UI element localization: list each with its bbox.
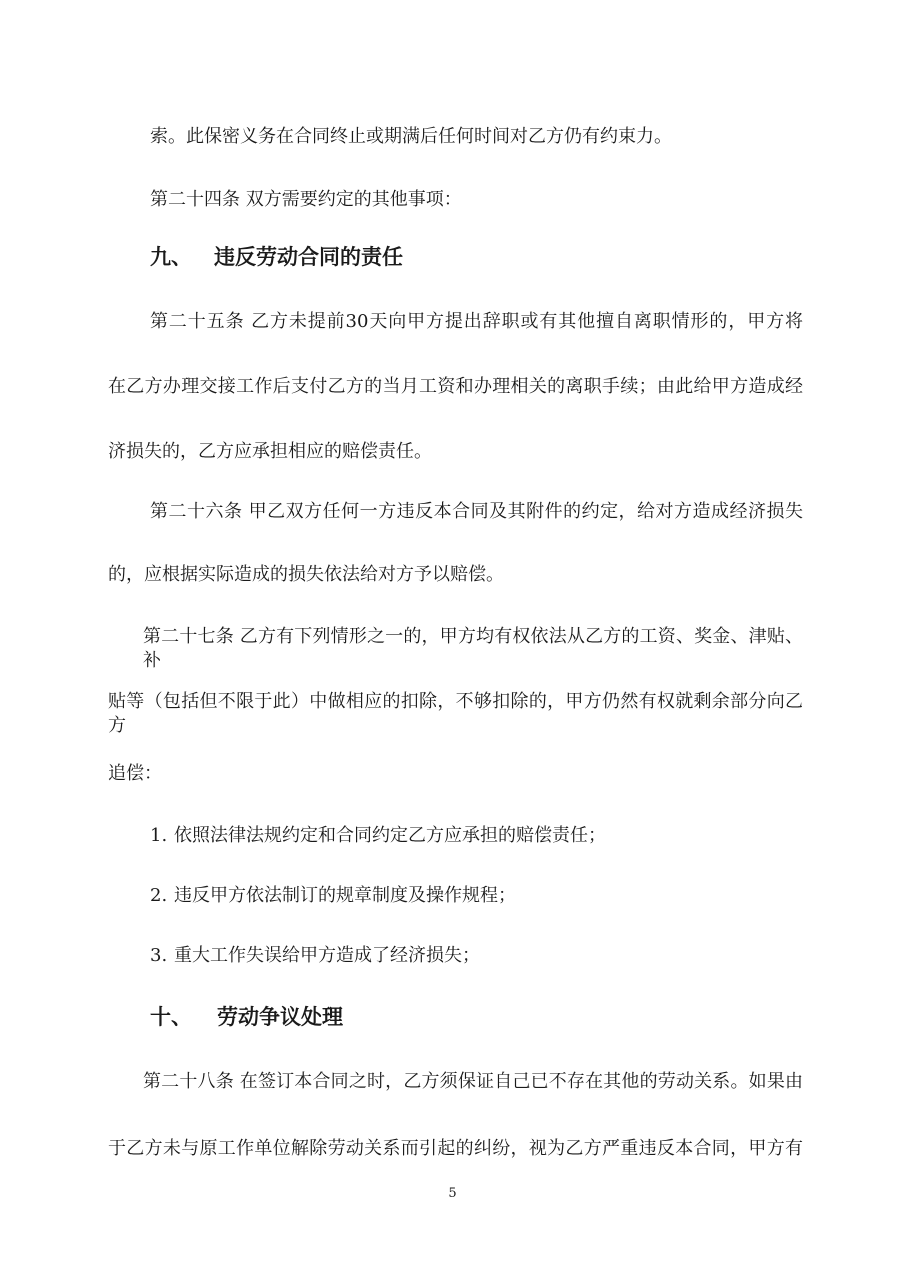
article-27-line-3: 追偿： bbox=[108, 763, 162, 784]
list-item-1 bbox=[150, 824, 606, 848]
article-25-line-3: 济损失的，乙方应承担相应的赔偿责任。 bbox=[108, 441, 432, 462]
list-text: 重大工作失误给甲方造成了经济损失； bbox=[174, 945, 480, 966]
list-text: 依照法律法规约定和合同约定乙方应承担的赔偿责任； bbox=[174, 825, 606, 846]
article-28-line-2: 于乙方未与原工作单位解除劳动关系而引起的纠纷，视为乙方严重违反本合同，甲方有 bbox=[108, 1138, 803, 1159]
article-25-line-1: 第二十五条 乙方未提前30天向甲方提出辞职或有其他擅自离职情形的，甲方将 bbox=[150, 311, 803, 332]
list-number: 3. bbox=[150, 945, 168, 966]
article-25-line-2: 在乙方办理交接工作后支付乙方的当月工资和办理相关的离职手续；由此给甲方造成经 bbox=[108, 376, 803, 397]
article-26-line-1: 第二十六条 甲乙双方任何一方违反本合同及其附件的约定，给对方造成经济损失 bbox=[150, 501, 803, 522]
section-title: 违反劳动合同的责任 bbox=[214, 245, 403, 269]
section-title: 劳动争议处理 bbox=[217, 1005, 343, 1029]
list-number: 1. bbox=[150, 825, 168, 846]
article-27-line-1: 第二十七条 乙方有下列情形之一的，甲方均有权依法从乙方的工资、奖金、津贴、补 bbox=[143, 626, 803, 671]
article-27-line-2: 贴等（包括但不限于此）中做相应的扣除，不够扣除的，甲方仍然有权就剩余部分向乙方 bbox=[108, 691, 803, 736]
list-item-2 bbox=[150, 884, 516, 908]
list-number: 2. bbox=[150, 885, 168, 906]
page-number: 5 bbox=[448, 1186, 457, 1201]
section-heading-10 bbox=[150, 1003, 343, 1031]
article-28-line-1: 第二十八条 在签订本合同之时，乙方须保证自己已不存在其他的劳动关系。如果由 bbox=[143, 1071, 803, 1092]
section-number: 九、 bbox=[150, 245, 192, 269]
list-item-3 bbox=[150, 944, 480, 968]
article-26-line-2: 的，应根据实际造成的损失依法给对方予以赔偿。 bbox=[108, 564, 504, 585]
list-text: 违反甲方依法制订的规章制度及操作规程； bbox=[174, 885, 516, 906]
text-line: 索。此保密义务在合同终止或期满后任何时间对乙方仍有约束力。 bbox=[150, 126, 672, 147]
article-24: 第二十四条 双方需要约定的其他事项： bbox=[150, 189, 462, 210]
section-number: 十、 bbox=[150, 1005, 192, 1029]
section-heading-9 bbox=[150, 243, 403, 271]
